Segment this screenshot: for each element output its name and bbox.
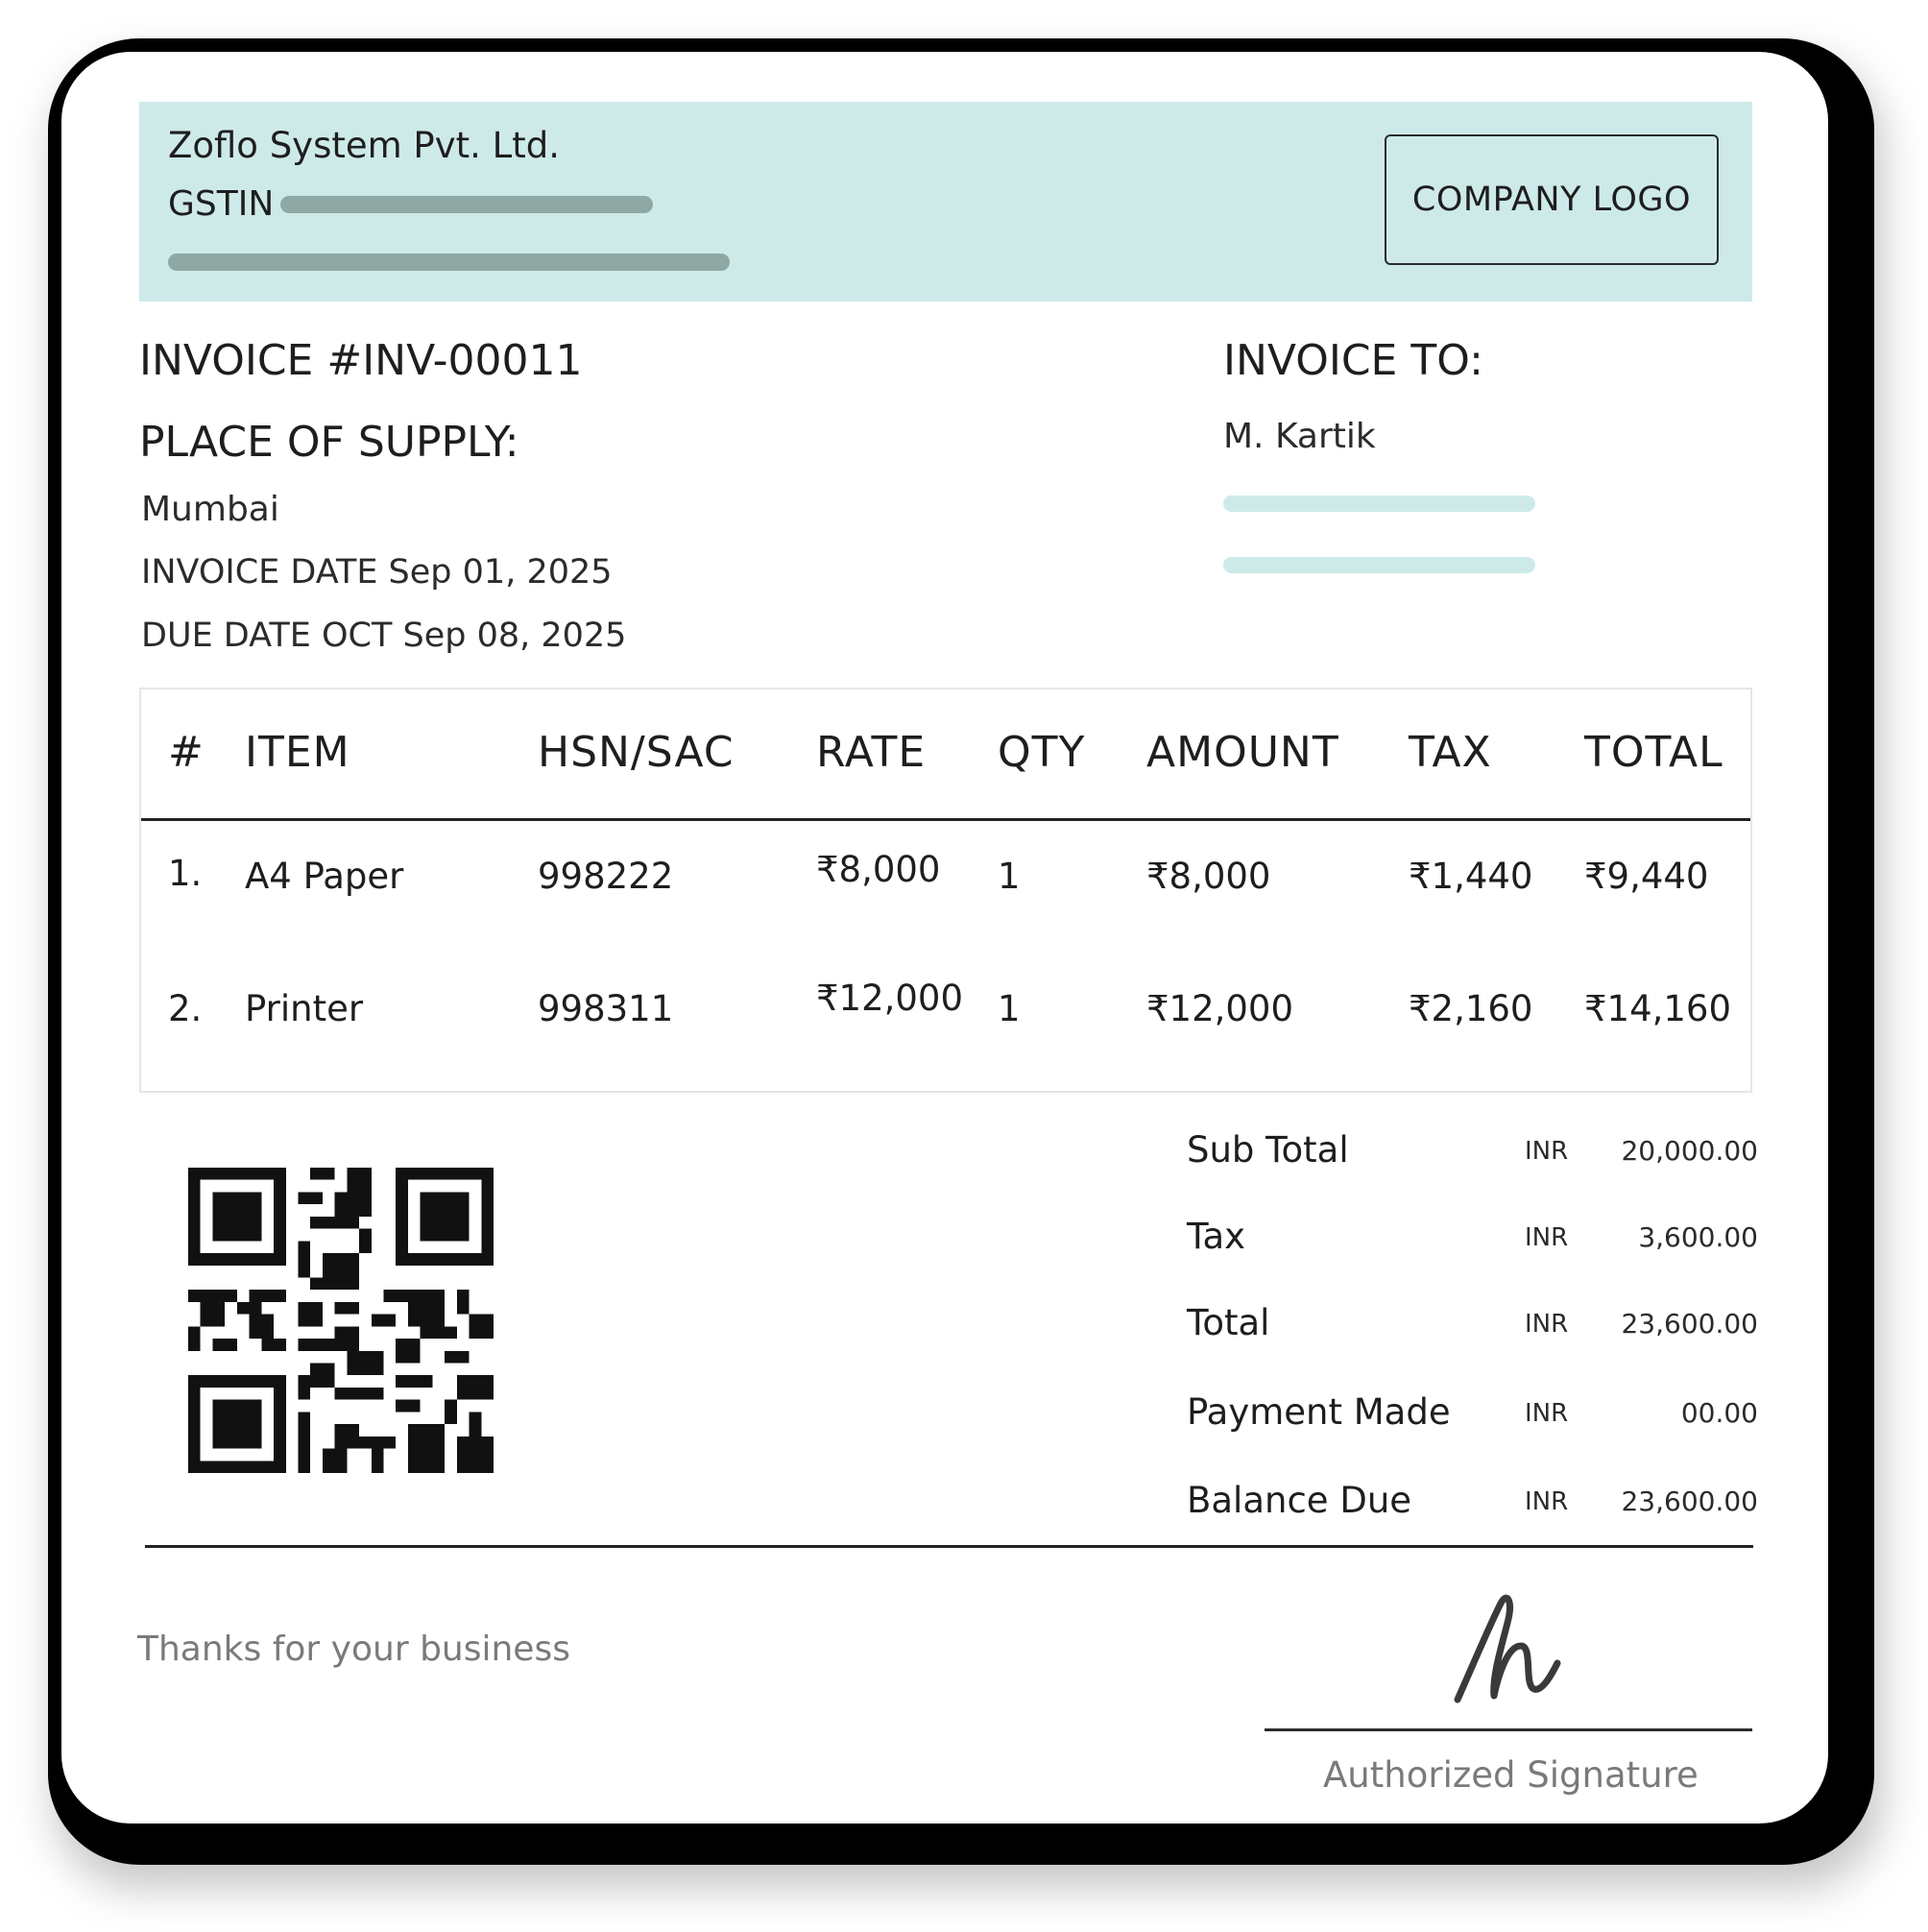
row-amount: ₹12,000 [1146,988,1294,1029]
row-total: ₹9,440 [1584,856,1709,897]
sub-total-label: Sub Total [1187,1129,1349,1171]
gstin-placeholder-bar [280,196,653,213]
row-hsn: 998222 [538,856,674,897]
items-table [139,688,1752,1093]
total-label: Total [1187,1302,1270,1343]
col-header-total: TOTAL [1584,728,1723,777]
total-value: 23,600.00 [1621,1308,1758,1340]
total-currency: INR [1525,1310,1569,1339]
invoice-to-label: INVOICE TO: [1223,336,1483,385]
tax-currency: INR [1525,1223,1569,1252]
col-header-hsn: HSN/SAC [538,728,735,777]
signature-scribble [1444,1588,1588,1713]
payment-made-value: 00.00 [1680,1397,1758,1429]
payment-made-currency: INR [1525,1399,1569,1428]
table-header-rule [141,818,1750,821]
address-placeholder-line-1 [1223,495,1535,512]
row-rate: ₹8,000 [816,849,941,890]
row-amount: ₹8,000 [1146,856,1271,897]
row-item: Printer [245,988,364,1029]
sub-total-value: 20,000.00 [1621,1135,1758,1167]
invoice-number: INVOICE #INV-00011 [139,336,583,385]
row-hsn: 998311 [538,988,674,1029]
company-logo-text: COMPANY LOGO [1411,181,1692,219]
sub-total-currency: INR [1525,1137,1569,1166]
col-header-rate: RATE [816,728,927,777]
invoice-to-name: M. Kartik [1223,417,1376,456]
tax-value: 3,600.00 [1638,1221,1758,1253]
address-placeholder-line-2 [1223,557,1535,573]
tax-label: Tax [1187,1216,1246,1257]
place-of-supply-value: Mumbai [141,490,279,529]
col-header-item: ITEM [245,728,350,777]
due-date: DUE DATE OCT Sep 08, 2025 [141,616,627,655]
address-placeholder-bar [168,254,730,271]
company-name: Zoflo System Pvt. Ltd. [168,125,561,166]
row-qty: 1 [998,988,1021,1029]
col-header-number: # [168,728,205,777]
row-number: 2. [168,988,203,1029]
invoice-card [61,52,1828,1823]
balance-due-currency: INR [1525,1487,1569,1516]
signature-line [1265,1728,1752,1731]
row-number: 1. [168,853,203,894]
payment-made-label: Payment Made [1187,1391,1451,1433]
row-tax: ₹2,160 [1409,988,1533,1029]
company-logo-box [1385,134,1719,265]
row-rate: ₹12,000 [816,978,964,1019]
col-header-tax: TAX [1409,728,1492,777]
summary-divider [145,1545,1753,1548]
gstin-label: GSTIN [168,184,275,224]
row-total: ₹14,160 [1584,988,1732,1029]
qr-code-icon [188,1168,494,1473]
col-header-qty: QTY [998,728,1086,777]
thanks-note: Thanks for your business [137,1630,570,1669]
invoice-date: INVOICE DATE Sep 01, 2025 [141,553,613,592]
balance-due-label: Balance Due [1187,1480,1412,1521]
row-tax: ₹1,440 [1409,856,1533,897]
balance-due-value: 23,600.00 [1621,1485,1758,1517]
col-header-amount: AMOUNT [1146,728,1339,777]
row-item: A4 Paper [245,856,404,897]
place-of-supply-label: PLACE OF SUPPLY: [139,418,519,467]
row-qty: 1 [998,856,1021,897]
authorized-signature-label: Authorized Signature [1323,1754,1699,1796]
